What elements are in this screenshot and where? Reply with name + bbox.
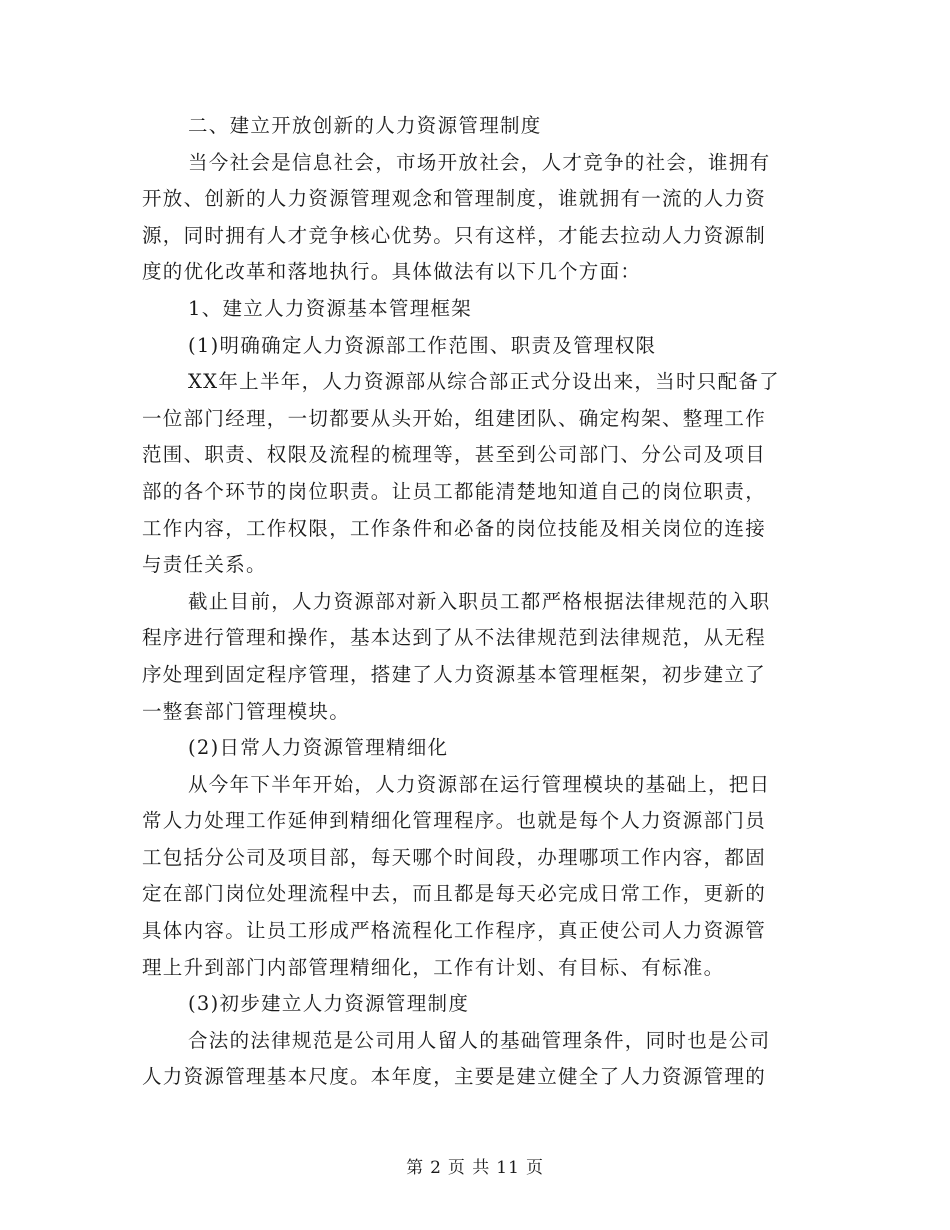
paragraph-line: 具体内容。让员工形成严格流程化工作程序，真正使公司人力资源管 bbox=[142, 919, 767, 943]
paragraph-line: 工作内容，工作权限，工作条件和必备的岗位技能及相关岗位的连接 bbox=[142, 516, 767, 540]
footer-middle: 页 共 bbox=[447, 1158, 491, 1178]
subsection-heading: 1、建立人力资源基本管理框架 bbox=[188, 296, 473, 320]
footer-total-pages: 11 bbox=[496, 1158, 520, 1178]
paragraph-line: 程序进行管理和操作，基本达到了从不法律规范到法律规范，从无程 bbox=[142, 626, 767, 650]
footer-page-number: 2 bbox=[430, 1158, 442, 1178]
paragraph-line: 度的优化改革和落地执行。具体做法有以下几个方面： bbox=[142, 260, 642, 284]
paragraph-line: 截止目前，人力资源部对新入职员工都严格根据法律规范的入职 bbox=[188, 589, 771, 613]
paragraph-line: 工包括分公司及项目部，每天哪个时间段，办理哪项工作内容，都固 bbox=[142, 845, 767, 869]
paragraph-line: 一位部门经理，一切都要从头开始，组建团队、确定构架、整理工作 bbox=[142, 406, 767, 430]
paragraph-line: 部的各个环节的岗位职责。让员工都能清楚地知道自己的岗位职责， bbox=[142, 479, 767, 503]
paragraph-line: 与责任关系。 bbox=[142, 553, 267, 577]
footer-suffix: 页 bbox=[525, 1158, 544, 1178]
paragraph-line: 源，同时拥有人才竞争核心优势。只有这样，才能去拉动人力资源制 bbox=[142, 223, 767, 247]
paragraph-line: 从今年下半年开始，人力资源部在运行管理模块的基础上，把日 bbox=[188, 772, 771, 796]
page-footer bbox=[0, 1153, 950, 1178]
paragraph-line: 常人力处理工作延伸到精细化管理程序。也就是每个人力资源部门员 bbox=[142, 809, 767, 833]
paragraph-line: 开放、创新的人力资源管理观念和管理制度，谁就拥有一流的人力资 bbox=[142, 187, 767, 211]
paragraph-line: 一整套部门管理模块。 bbox=[142, 699, 351, 723]
paragraph-line: 定在部门岗位处理流程中去，而且都是每天必完成日常工作，更新的 bbox=[142, 882, 767, 906]
paragraph-line: 当今社会是信息社会，市场开放社会，人才竞争的社会，谁拥有 bbox=[188, 150, 771, 174]
paragraph-line: 序处理到固定程序管理，搭建了人力资源基本管理框架，初步建立了 bbox=[142, 662, 767, 686]
footer-prefix: 第 bbox=[406, 1158, 425, 1178]
body-text bbox=[142, 108, 808, 1096]
paragraph-line: 合法的法律规范是公司用人留人的基础管理条件，同时也是公司 bbox=[188, 1028, 771, 1052]
paragraph-line: 人力资源管理基本尺度。本年度，主要是建立健全了人力资源管理的 bbox=[142, 1065, 767, 1089]
paragraph-line: XX年上半年，人力资源部从综合部正式分设出来，当时只配备了 bbox=[188, 370, 780, 394]
item-heading: (2)日常人力资源管理精细化 bbox=[188, 736, 449, 760]
item-heading: (1)明确确定人力资源部工作范围、职责及管理权限 bbox=[188, 333, 657, 357]
paragraph-line: 范围、职责、权限及流程的梳理等，甚至到公司部门、分公司及项目 bbox=[142, 443, 767, 467]
section-heading: 二、建立开放创新的人力资源管理制度 bbox=[188, 114, 542, 137]
item-heading: (3)初步建立人力资源管理制度 bbox=[188, 992, 470, 1016]
paragraph-line: 理上升到部门内部管理精细化，工作有计划、有目标、有标准。 bbox=[142, 955, 725, 979]
